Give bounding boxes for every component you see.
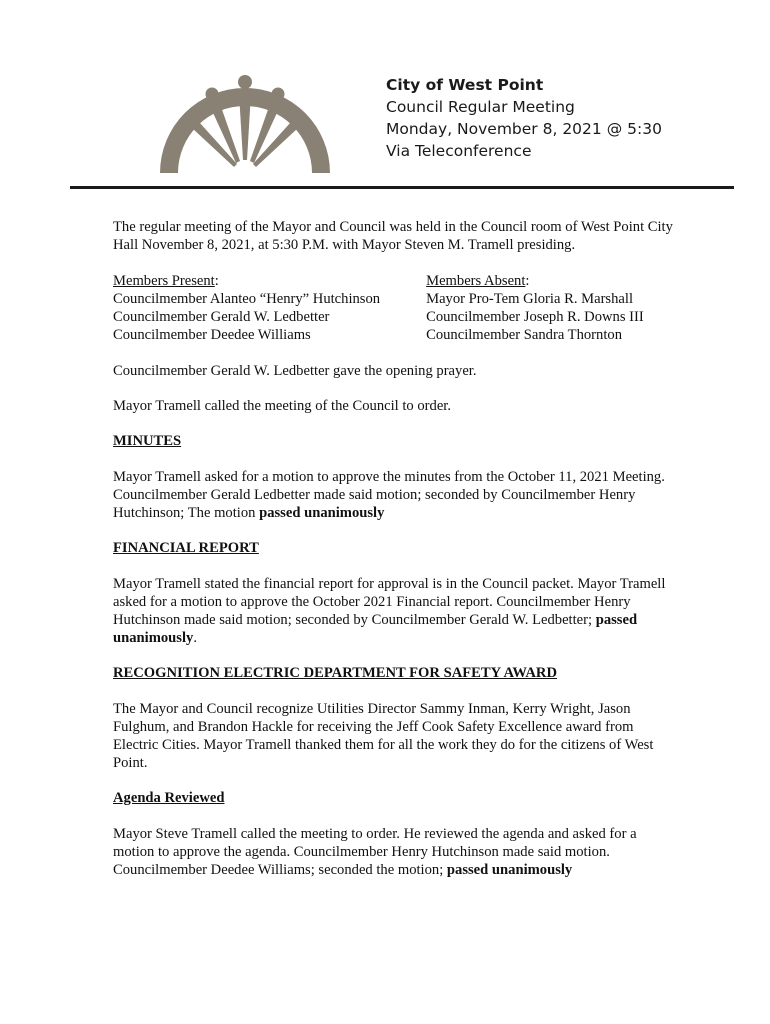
members-absent-item: Councilmember Joseph R. Downs III [426,309,644,325]
members-present-heading: Members Present: [113,273,219,289]
members-present-column [113,272,426,344]
members-present-item: Councilmember Alanteo “Henry” Hutchinson [113,291,381,307]
header-meeting-date: Monday, November 8, 2021 @ 5:30 [386,120,662,138]
minutes-heading: MINUTES [113,433,182,449]
header-city-name: City of West Point [386,76,544,94]
minutes-paragraph: Mayor Tramell asked for a motion to approve the minutes from the October 11, 2021 Meeting. Councilmember Gerald Ledbetter made said motion; seconded by Councilmember Henry Hutchinson; The motion passed unanimously [113,469,665,521]
members-absent-column [426,272,673,344]
recognition-heading: RECOGNITION ELECTRIC DEPARTMENT FOR SAFETY AWARD [113,665,557,681]
header-divider [70,186,734,189]
header-meeting-type: Council Regular Meeting [386,98,575,116]
document-body [113,218,673,879]
agenda-heading: Agenda Reviewed [113,790,225,806]
financial-report-heading: FINANCIAL REPORT [113,540,259,556]
header-meeting-venue: Via Teleconference [386,142,532,160]
financial-report-paragraph: Mayor Tramell stated the financial report for approval is in the Council packet. Mayor Tramell asked for a motion to approve the October 2021 Financial report. Councilmember Henry Hutchinson made said motion; seconded by Councilmember Gerald W. Ledbetter; passed unanimously. [113,576,666,646]
call-to-order-paragraph: Mayor Tramell called the meeting of the Council to order. [113,398,452,414]
intro-paragraph: The regular meeting of the Mayor and Council was held in the Council room of West Point City Hall November 8, 2021, at 5:30 P.M. with Mayor Steven M. Tramell presiding. [113,219,673,253]
members-absent-heading: Members Absent: [426,273,530,289]
members-present-item: Councilmember Gerald W. Ledbetter [113,309,330,325]
document-header [386,74,662,162]
members-present-item: Councilmember Deedee Williams [113,327,311,343]
agenda-paragraph: Mayor Steve Tramell called the meeting to order. He reviewed the agenda and asked for a motion to approve the agenda. Councilmember Henry Hutchinson made said motion. Councilmember Deedee Williams; seconded the motion; passed unanimously [113,826,637,878]
recognition-paragraph: The Mayor and Council recognize Utilities Director Sammy Inman, Kerry Wright, Jason Fulghum, and Brandon Hackle for receiving the Jeff Cook Safety Excellence award from Electric Cities. Mayor Tramell thanked them for all the work they do for the citizens of West Point. [113,701,654,771]
city-logo-icon [140,48,350,178]
members-absent-item: Mayor Pro-Tem Gloria R. Marshall [426,291,633,307]
prayer-paragraph: Councilmember Gerald W. Ledbetter gave the opening prayer. [113,363,477,379]
members-section [113,272,673,344]
members-absent-item: Councilmember Sandra Thornton [426,327,622,343]
